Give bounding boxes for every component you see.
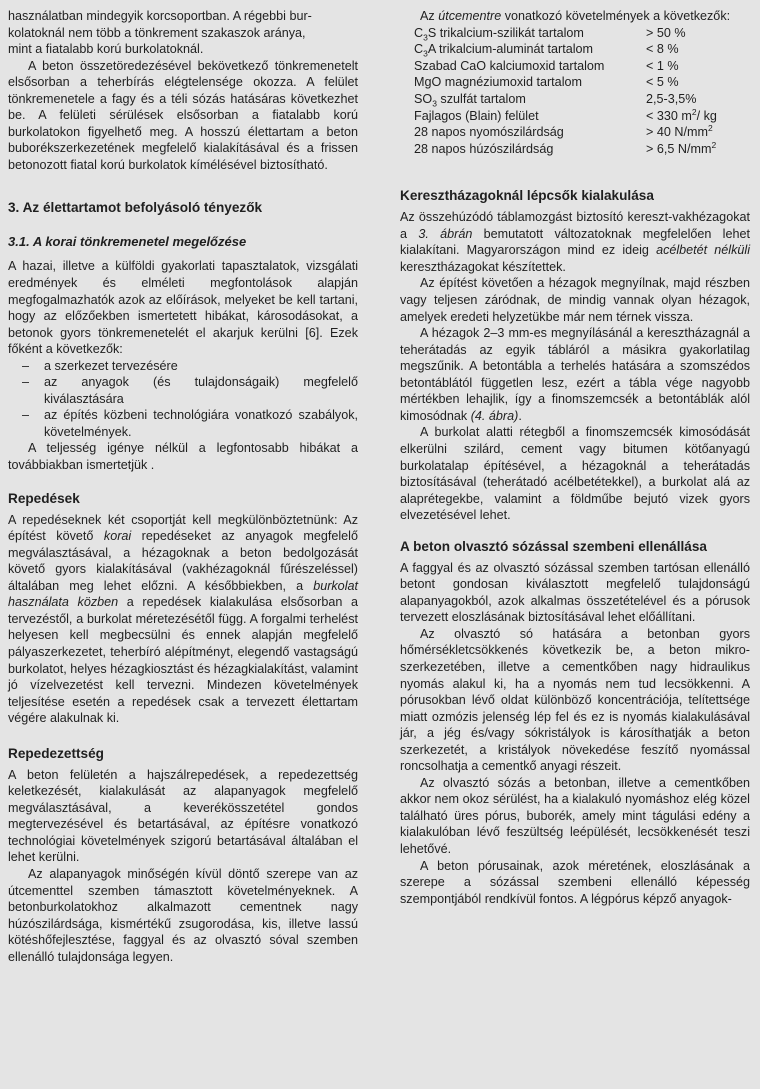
- requirement-row: [414, 108, 717, 125]
- list-item: – az építés közbeni technológiára vonatkozó szabályok, követelmények.: [22, 408, 358, 439]
- requirement-row: [414, 91, 717, 108]
- paragraph-olvaszto-4: A beton pórusainak, azok méretének, eloszlásának a szerepe a sózással szembeni ellenálló képesség szempontjából rendkívül fontos. A légpórus képző anyagok-: [400, 858, 750, 906]
- requirement-value: > 40 $N/mm^2$: [646, 122, 713, 140]
- requirement-value: < 8 %: [646, 42, 679, 57]
- intro-line: kolatoknál nem több a tönkrement szakaszok aránya,: [8, 25, 306, 40]
- requirement-name: Szabad CaO kalciumoxid tartalom: [414, 58, 605, 73]
- right-column: [400, 8, 750, 907]
- requirement-value: < 330 $m^2/$ kg: [646, 106, 717, 123]
- paragraph-repedezettseg-2: Az alapanyagok minőségén kívül döntő szerepe van az útcementtel szemben támasztott követelményeknek. A betonburkolatokhoz alkalmazott cementnek nagy húzószilárdsága, kismértékű zsugorodása, kis, illetve lassú kötéshőfejlesztése, faggyal és az olvasztó sóval szemben ellenálló tulajdonsága legyen.: [8, 866, 358, 964]
- list-item: – a szerkezet tervezésére: [22, 358, 178, 373]
- paragraph-olvaszto-2: Az olvasztó só hatására a betonban gyors hőmérsékletcsökkenés következik be, a beton mikro-szerkezetében, illetve a cementkőben nagy hidraulikus nyomás alakul ki, ha a nyomás nem tud lecsökkenni. A pórusokban lévő oldat különböző koncentrációja, telítettsége miatt ozmózis jelenség lép fel és ez is nyomás kialakulásával jár, a jég és/vagy sókristályok is károsíthatják a beton szerkezetét, a kristályok növekedése feszítő nyomással roncsolhatja a cementkő anyagi részeit.: [400, 626, 750, 774]
- requirement-row: [414, 141, 717, 158]
- paragraph-olvaszto-3: Az olvasztó sózás a betonban, illetve a cementkőben akkor nem okoz sérülést, ha a kialakuló nyomáshoz elég közel található üres pórus, buborék, amely mint tágulási edény a kialakulóban lévő feszültség leépülését, lecsökkenését teszi lehetővé.: [400, 775, 750, 856]
- paragraph-repedezettseg-1: A beton felületén a hajszálrepedések, a repedezettség keletkezését, kialakulását az alapanyagok megfelelő megválasztásával, a keverékösszetétel gondos megtervezésével és betartásával, az építésre vonatkozó technológiai követelmények szigorú betartásával általában el lehet kerülni.: [8, 767, 358, 865]
- requirement-name: 28 napos húzószilárdság: [414, 141, 554, 156]
- requirement-row: [414, 74, 717, 91]
- requirement-name: $SO_3$ szulfát tartalom: [414, 91, 526, 109]
- requirements-intro: Az útcementre vonatkozó követelmények a következők:: [420, 9, 731, 23]
- heading-keresztházagok: Keresztházagoknál lépcsők kialakulása: [400, 188, 654, 204]
- paragraph-olvaszto-1: A faggyal és az olvasztó sózással szemben tartósan ellenálló betont gondosan kiválasztott megfelelő tulajdonságú alapanyagokból, azok alkalmas összetételével és a pórusok tervezett eloszlásának biztosításával lehet előállítani.: [400, 560, 750, 625]
- list-item: – az anyagok (és tulajdonságaik) megfelelő kiválasztására: [22, 375, 358, 406]
- intro-paragraph: A beton összetöredezésével bekövetkező tönkremenetelt elsősorban a teherbírás elégtelensége okozza. A felület tönkremenetele a fagy és a téli sózás hatásáras következhet be. A felületi sérülések elsősorban a fiatalabb korú burkolatokon figyelhető meg. A hosszú élettartam a beton buborékszerkezetének megfelelő kialakításával és a frissen betonozott fiatal korú burkolatok kímélésével biztosítható.: [8, 58, 358, 172]
- paragraph-kereszt-4: A burkolat alatti rétegből a finomszemcsék kimosódását elkerülni szilárd, cement vagy bitumen kötőanyagú burkolatalap építésével, a hézagoknál a teherátadás biztosításával (teherátadó acélbetétekkel), a burkolat alá az alaprétegekbe, valamint a földműbe bejutó vizek gyors elvezetésével lehet.: [400, 425, 750, 523]
- requirement-value: > 6,5 $N/mm^2$: [646, 139, 717, 156]
- requirement-name: MgO magnéziumoxid tartalom: [414, 75, 582, 90]
- requirement-list: [8, 358, 358, 441]
- section-title: 3. Az élettartamot befolyásoló tényezők: [8, 200, 263, 216]
- left-column: [8, 8, 358, 965]
- requirement-row: [414, 124, 717, 141]
- paragraph-kereszt-3: A hézagok 2–3 mm-es megnyílásánál a keresztházagnál a teherátadás az egyik tábláról a másikra gyakorlatilag megszűnik. A betontábla a terhelés hatására a szomszédos betontáblától független lesz, ezért a tábla vége nagyobb mértékben lehajlik, így a finomszemcsék a betontáblák alól kimosódnak (4. ábra).: [400, 326, 750, 423]
- requirement-name: $C_3A$ trikalcium-aluminát tartalom: [414, 42, 594, 59]
- requirement-value: 2,5-3,5%: [646, 91, 697, 106]
- requirement-row: [414, 25, 717, 42]
- paragraph-repedesek: A repedéseknek két csoportját kell megkülönböztetnünk: Az építést követő korai repedéseket az anyagok megfelelő megválasztásával, a hézagoknak a beton bedolgozását követő gyors kialakításával (vakhézagoknál fűrészeléssel) általában meg lehet előzni. A későbbiekben, a burkolat használata közben a repedések kialakulása elsősorban a tervezéstől, a burkolat méretezésétől függ. A forgalmi terhelést helyesen kell megbecsülni és ennek alapján megfelelő pályaszerkezetet, teherbíró alépítményt, elegendő vastagságú burkolatot, helyes hézagkiosztást és hézagkialakítást, valamint jó vízelvezetést kell tervezni. Mindezen követelmények teljesítése esetén a repedések csak a tervezett élettartam végére alakulnak ki.: [8, 512, 359, 726]
- requirement-name: 28 napos nyomószilárdság: [414, 125, 564, 140]
- paragraph-3-1: A hazai, illetve a külföldi gyakorlati tapasztalatok, vizsgálati eredmények és elméleti megfontolások alapján megfogalmazhatók azok az előírások, melyeket be kell tartani, hogy az előzőekben ismertetett hibákat, károsodásokat, a betonok gyors tönkremenetelét el akarjuk kerülni [6]. Ezek főként a következők:: [8, 259, 358, 357]
- requirement-name: Fajlagos (Blain) felület: [414, 108, 539, 123]
- requirement-row: [414, 41, 717, 58]
- requirement-name: $C_3S$ trikalcium-szilikát tartalom: [414, 25, 584, 43]
- requirement-value: < 5 %: [646, 75, 679, 90]
- intro-line: mint a fiatalabb korú burkolatoknál.: [8, 42, 204, 57]
- paragraph-3-1b: A teljesség igénye nélkül a legfontosabb hibákat a továbbiakban ismertetjük .: [8, 441, 358, 473]
- requirement-row: [414, 58, 717, 75]
- requirement-value: > 50 %: [646, 25, 686, 40]
- intro-line: használatban mindegyik korcsoportban. A régebbi bur-: [8, 9, 312, 23]
- paragraph-kereszt-2: Az építést követően a hézagok megnyílnak, majd részben vagy teljesen záródnak, de mindig vannak olyan hézagok, amelyek eredeti helyzetükbe már nem térnek vissza.: [400, 276, 750, 324]
- heading-olvaszto-sozas: A beton olvasztó sózással szembeni ellenállása: [400, 538, 707, 554]
- subsection-title: 3.1. A korai tönkremenetel megelőzése: [8, 234, 247, 250]
- paragraph-kereszt-1: Az összehúzódó táblamozgást biztosító kereszt-vakhézagokat a 3. ábrán bemutatott változatoknak megfelelően lehet kialakítani. Magyarországon mind ez ideig acélbetét nélküli keresztházagokat készítettek.: [400, 210, 750, 274]
- cement-requirements-table: [414, 25, 717, 158]
- requirement-value: < 1 %: [646, 58, 679, 73]
- heading-repedezettseg: Repedezettség: [8, 745, 104, 761]
- heading-repedesek: Repedések: [8, 490, 80, 506]
